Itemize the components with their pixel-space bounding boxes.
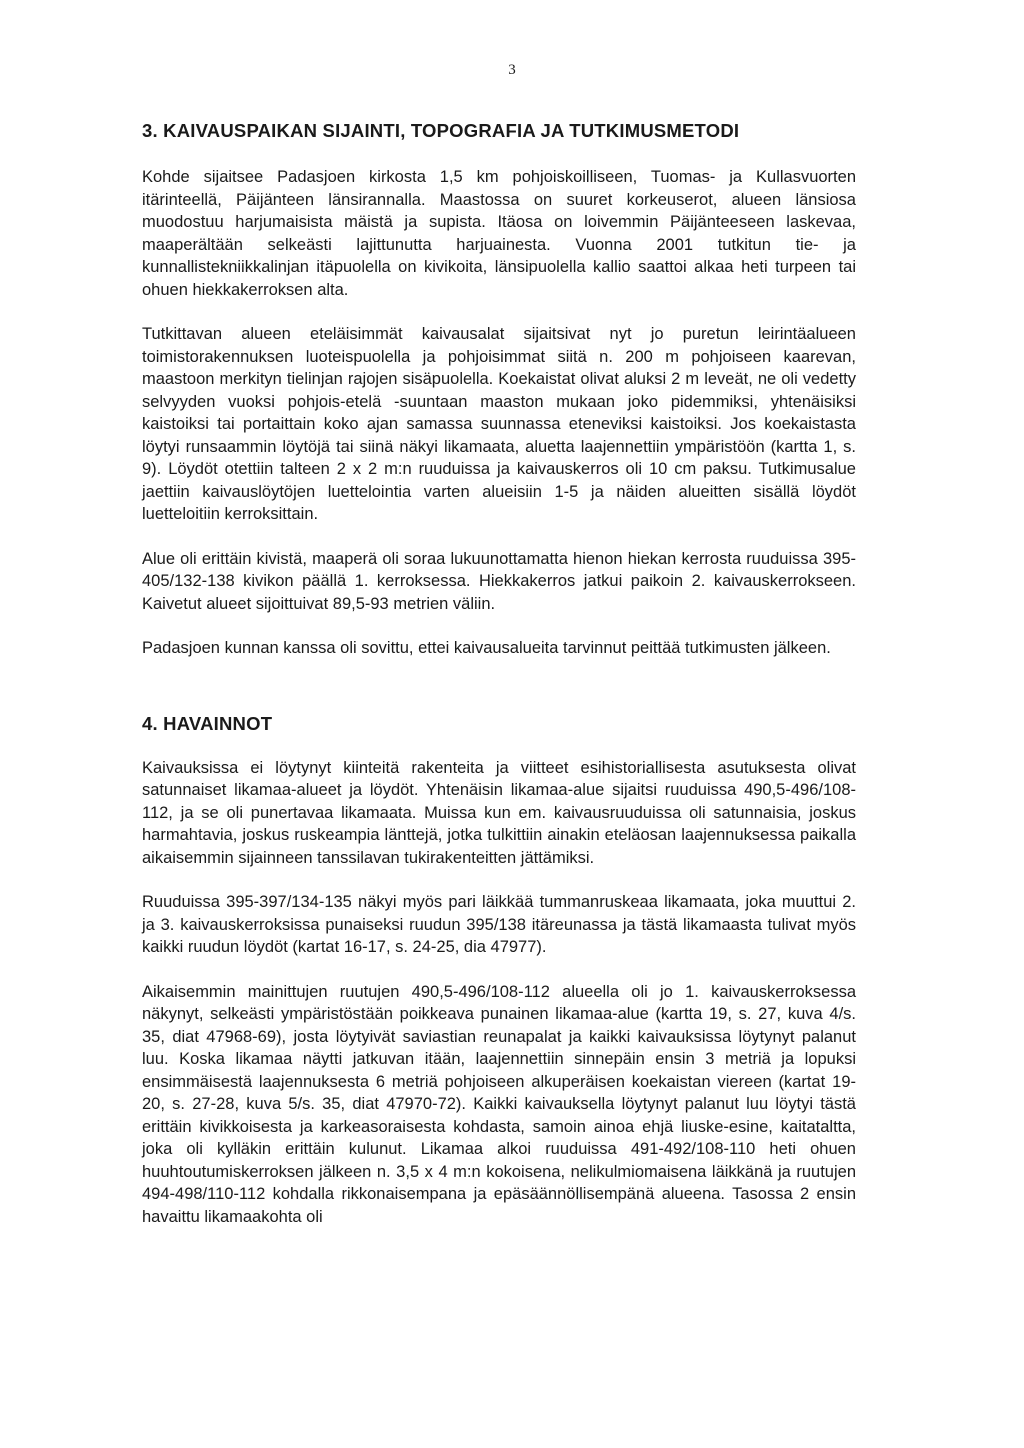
paragraph: Alue oli erittäin kivistä, maaperä oli soraa lukuunottamatta hienon hiekan kerrosta ruuduissa 395-405/132-138 kivikon päällä 1. kerroksessa. Hiekkakerros jatkui paikoin 2. kaivauskerrokseen. Kaivetut alueet sijoittuivat 89,5-93 metrien väliin.: [142, 549, 856, 613]
paragraph: Kohde sijaitsee Padasjoen kirkosta 1,5 km pohjoiskoilliseen, Tuomas- ja Kullasvuorten itärinteellä, Päijänteen länsirannalla. Maastossa on suuret korkeuserot, alueen länsiosa muodostuu harjumaisista mäistä ja supista. Itäosa on loivemmin Päijänteeseen laskevaa, maaperältään selkeästi lajittunutta harjuainesta. Vuonna 2001 tutkitun tie- ja kunnallistekniikkalinjan itäpuolella on kivikoita, länsipuolella kallio saattoi alkaa heti turpeen tai ohuen hiekkakerroksen alta.: [142, 168, 856, 299]
section-heading-3: 3. KAIVAUSPAIKAN SIJAINTI, TOPOGRAFIA JA TUTKIMUSMETODI: [142, 120, 740, 141]
paragraph: Tutkittavan alueen eteläisimmät kaivausalat sijaitsivat nyt jo puretun leirintäalueen toimistorakennuksen luoteispuolella ja pohjoisimmat siitä n. 200 m pohjoiseen kaarevan, maastoon merkityn tielinjan rajojen sisäpuolella. Koekaistat olivat aluksi 2 m leveät, ne oli vedetty selvyyden vuoksi pohjois-etelä -suuntaan maaston mukaan joko pidemmiksi, yhtenäisiksi kaistoiksi tai portaittain koko ajan samassa suunnassa eteneviksi kaistoiksi. Jos koekaistasta löytyi runsaammin löytöjä tai siinä näkyi likamaata, aluetta laajennettiin ympäristöön (kartta 1, s. 9). Löydöt otettiin talteen 2 x 2 m:n ruuduissa ja kaivauskerros oli 10 cm paksu. Tutkimusalue jaettiin kaivauslöytöjen luettelointia varten alueisiin 1-5 ja näiden alueitten sisällä löydöt luetteloitiin kerroksittain.: [142, 325, 856, 523]
section-heading-4: 4. HAVAINNOT: [142, 712, 273, 734]
paragraph: Aikaisemmin mainittujen ruutujen 490,5-496/108-112 alueella oli jo 1. kaivauskerroksessa näkynyt, selkeästi ympäristöstään poikkeava punainen likamaa-alue (kartta 19, s. 27, kuva 4/s. 35, diat 47968-69), josta löytyivät saviastian reunapalat ja kaikki kaivauksissa löytynyt palanut luu. Koska likamaa näytti jatkuvan itään, laajennettiin sinnepäin ensin 3 metriä ja lopuksi ensimmäisestä laajennuksesta 6 metriä pohjoiseen alkuperäisen koekaistan viereen (kartat 19-20, s. 27-28, kuva 5/s. 35, diat 47970-72). Kaikki kaivauksella löytynyt palanut luu löytyi tästä erittäin kivikkoisesta ja karkeasoraisesta kohdasta, samoin ainoa ehjä liuske-esine, kaitataltta, joka oli kylläkin erittäin kulunut. Likamaa alkoi ruuduissa 491-492/108-110 heti ohuen huuhtoutumiskerroksen jälkeen n. 3,5 x 4 m:n kokoisena, nelikulmiomaisena läikkänä ja ruutujen 494-498/110-112 kohdalla rikkonaisempana ja epäsäännöllisempänä alueena. Tasossa 2 ensin havaittu likamaakohta oli: [142, 982, 856, 1226]
paragraph: Ruuduissa 395-397/134-135 näkyi myös pari läikkää tummanruskeaa likamaata, joka muuttui 2. ja 3. kaivauskerroksissa punaiseksi ruudun 395/138 itäreunassa ja tästä likamaasta tulivat myös kaikki ruudun löydöt (kartat 16-17, s. 24-25, dia 47977).: [142, 893, 856, 956]
document-body: [142, 120, 856, 1228]
paragraph: Kaivauksissa ei löytynyt kiinteitä rakenteita ja viitteet esihistoriallisesta asutuksesta olivat satunnaiset likamaa-alueet ja löydöt. Yhtenäisin likamaa-alue sijaitsi ruuduissa 490,5-496/108-112, ja se oli punertavaa likamaata. Muissa kun em. kaivausruuduissa oli satunnaisia, joskus harmahtavia, joskus ruskeampia länttejä, jotka tulkittiin ainakin eteläosan laajennuksessa paikalla aikaisemmin sijainneen tanssilavan tukirakenteitten jättämiksi.: [142, 758, 856, 867]
page-number: 3: [508, 62, 516, 78]
paragraph: Padasjoen kunnan kanssa oli sovittu, ettei kaivausalueita tarvinnut peittää tutkimusten jälkeen.: [142, 639, 831, 657]
